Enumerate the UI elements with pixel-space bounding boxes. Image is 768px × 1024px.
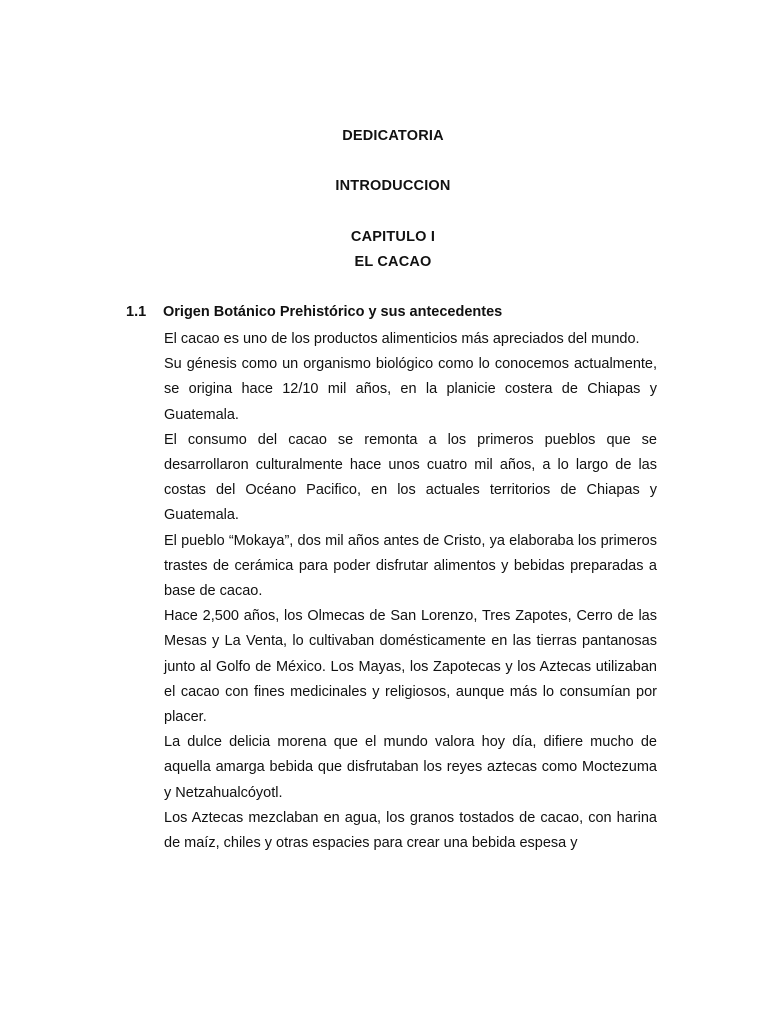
paragraph: El consumo del cacao se remonta a los primeros pueblos que se desarrollaron culturalmente hace unos cuatro mil años, a lo largo de las costas del Océano Pacifico, en los actuales territorios de Chiapas y Guatemala. [164,431,657,524]
paragraph: Su génesis como un organismo biológico como lo conocemos actualmente, se origina hace 12/10 mil años, en la planicie costera de Chiapas y Guatemala. [164,356,657,423]
paragraph: La dulce delicia morena que el mundo valora hoy día, difiere mucho de aquella amarga bebida que disfrutaban los reyes aztecas como Moctezuma y Netzahualcóyotl. [164,734,657,801]
heading-el-cacao: EL CACAO [354,254,432,270]
paragraph: El cacao es uno de los productos alimenticios más apreciados del mundo. [164,331,640,347]
paragraph: Hace 2,500 años, los Olmecas de San Lorenzo, Tres Zapotes, Cerro de las Mesas y La Venta, lo cultivaban domésticamente en las tierras pantanosas junto al Golfo de México. Los Mayas, los Zapotecas y los Aztecas utilizaban el cacao con fines medicinales y religiosos, aunque más lo consumían por placer. [164,608,657,726]
section-heading [126,304,502,320]
paragraph: Los Aztecas mezclaban en agua, los granos tostados de cacao, con harina de maíz, chiles y otras espacies para crear una bebida espesa y [164,809,657,852]
paragraph: El pueblo “Mokaya”, dos mil años antes de Cristo, ya elaboraba los primeros trastes de cerámica para poder disfrutar alimentos y bebidas preparadas a base de cacao. [164,532,657,600]
heading-capitulo: CAPITULO I [350,229,436,245]
heading-dedicatoria: DEDICATORIA [342,128,444,144]
heading-introduccion: INTRODUCCION [335,178,451,194]
section-title-text: Origen Botánico Prehistórico y sus antecedentes [163,304,503,320]
section-body [164,327,657,856]
section-number: 1.1 [126,304,147,320]
